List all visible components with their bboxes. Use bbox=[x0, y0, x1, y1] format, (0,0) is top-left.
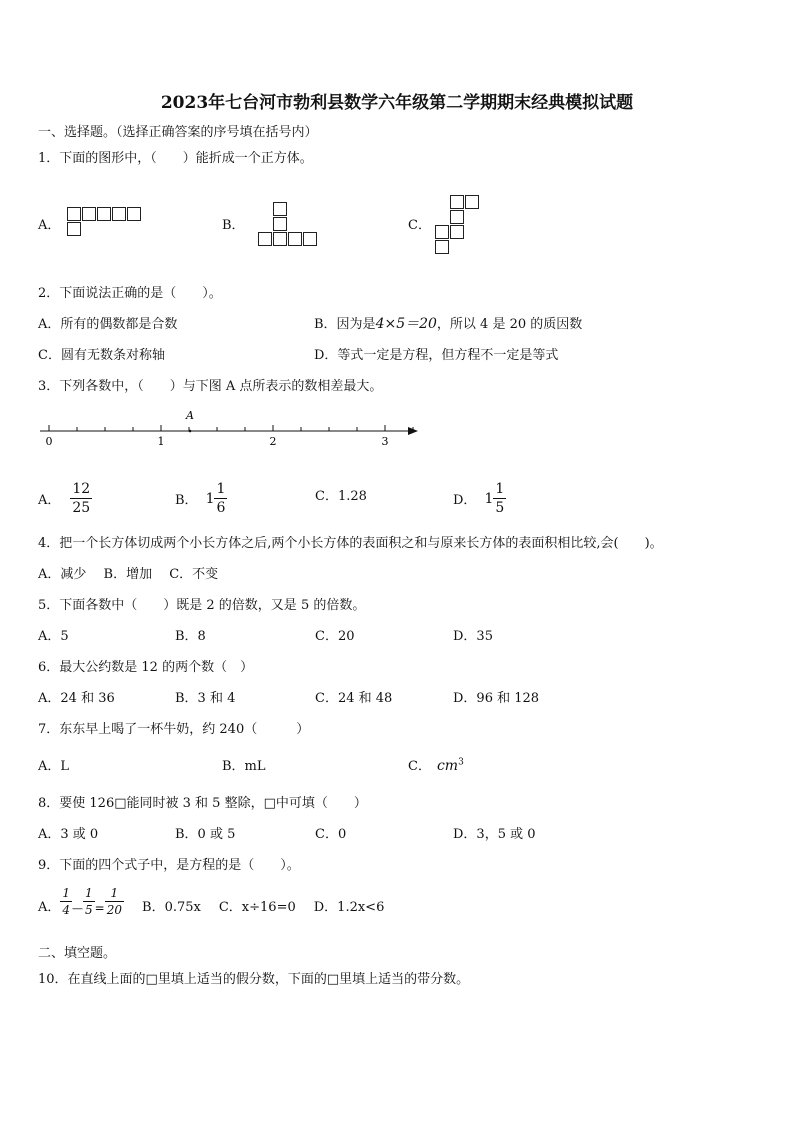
denominator: 5 bbox=[85, 903, 93, 917]
option-c: C．x÷16=0 bbox=[218, 900, 296, 915]
option-b-suffix: ，所以 4 是 20 的质因数 bbox=[436, 317, 583, 332]
option-b-prefix: B．因为是 bbox=[314, 317, 376, 332]
question-3-option-b bbox=[175, 480, 227, 517]
question-5-option-a: A．5 bbox=[38, 629, 69, 644]
question-9-stem: 9．下面的四个式子中，是方程的是（ ）。 bbox=[38, 858, 300, 873]
unit-exponent: 3 bbox=[458, 757, 464, 768]
question-4-stem: 4．把一个长方体切成两个小长方体之后,两个小长方体的表面积之和与原来长方体的表面积相比较,会( )。 bbox=[38, 536, 663, 551]
question-3-option-a bbox=[38, 480, 92, 517]
denominator: 5 bbox=[495, 500, 505, 516]
unit-cm: cm bbox=[436, 758, 459, 774]
question-5-option-d: D．35 bbox=[453, 629, 493, 644]
question-8-option-b: B．0 或 5 bbox=[175, 827, 236, 842]
question-2-option-d: D．等式一定是方程，但方程不一定是等式 bbox=[314, 348, 559, 363]
option-c-label: C． bbox=[408, 759, 431, 774]
question-6-option-a: A．24 和 36 bbox=[38, 691, 115, 706]
section-choice-heading: 一、选择题。（选择正确答案的序号填在括号内） bbox=[38, 125, 318, 140]
numerator: 1 bbox=[495, 481, 505, 497]
option-b-expression: 4×5＝20 bbox=[375, 316, 437, 332]
option-d: D．1.2x<6 bbox=[313, 900, 385, 915]
point-a-label: A bbox=[186, 409, 194, 422]
question-2-stem: 2．下面说法正确的是（ ）。 bbox=[38, 286, 222, 301]
question-7-stem: 7．东东早上喝了一杯牛奶，约 240（ ） bbox=[38, 722, 310, 737]
tick-label-2: 2 bbox=[269, 435, 277, 448]
fraction-1-4 bbox=[60, 885, 72, 918]
question-6-option-b: B．3 和 4 bbox=[175, 691, 236, 706]
question-9-options bbox=[38, 885, 384, 918]
fraction-1-6 bbox=[214, 480, 227, 517]
question-6-option-d: D．96 和 128 bbox=[453, 691, 540, 706]
question-5-option-b: B．8 bbox=[175, 629, 206, 644]
denominator: 20 bbox=[106, 903, 123, 917]
section-fill-heading: 二、填空题。 bbox=[38, 946, 117, 961]
question-5-option-c: C．20 bbox=[315, 629, 355, 644]
whole-part: 1 bbox=[484, 490, 494, 507]
option-b: B．0.75x bbox=[142, 900, 201, 915]
question-8-option-c: C．0 bbox=[315, 827, 347, 842]
question-7-option-b: B．mL bbox=[222, 759, 266, 774]
question-7-option-a: A．L bbox=[38, 759, 70, 774]
question-8-option-a: A．3 或 0 bbox=[38, 827, 99, 842]
question-1-option-a: A． bbox=[38, 218, 61, 233]
fraction-1-20 bbox=[105, 885, 124, 918]
tick-label-0: 0 bbox=[45, 435, 53, 448]
question-1-stem: 1．下面的图形中，（ ）能折成一个正方体。 bbox=[38, 151, 313, 166]
option-a-label: A． bbox=[38, 493, 61, 508]
numerator: 12 bbox=[72, 481, 91, 497]
numerator: 1 bbox=[105, 885, 124, 902]
question-7-option-c bbox=[408, 755, 464, 774]
question-2-option-a: A．所有的偶数都是合数 bbox=[38, 317, 178, 332]
option-d-label: D． bbox=[453, 493, 477, 508]
question-1-option-c: C． bbox=[408, 218, 431, 233]
minus-operator: — bbox=[72, 902, 84, 915]
question-4-options: A．减少 B．增加 C．不变 bbox=[38, 567, 219, 582]
point-a-marker bbox=[189, 430, 192, 433]
fraction-12-25 bbox=[70, 480, 92, 517]
tick-label-1: 1 bbox=[157, 435, 165, 448]
question-5-stem: 5．下面各数中（ ）既是 2 的倍数，又是 5 的倍数。 bbox=[38, 598, 366, 613]
question-1-option-b: B． bbox=[222, 218, 245, 233]
number-line bbox=[36, 405, 426, 450]
numerator: 1 bbox=[216, 481, 226, 497]
question-3-option-d bbox=[453, 480, 506, 517]
question-10-stem: 10．在直线上面的□里填上适当的假分数，下面的□里填上适当的带分数。 bbox=[38, 972, 470, 987]
equals-operator: = bbox=[94, 901, 105, 915]
question-2-option-b bbox=[314, 313, 582, 333]
numerator: 1 bbox=[85, 886, 93, 900]
question-8-stem: 8．要使 126□能同时被 3 和 5 整除，□中可填（ ） bbox=[38, 796, 367, 811]
option-a-label: A． bbox=[38, 900, 61, 915]
fraction-1-5 bbox=[83, 885, 95, 918]
question-3-option-c: C．1.28 bbox=[315, 489, 367, 504]
question-2-option-c: C．圆有无数条对称轴 bbox=[38, 348, 165, 363]
tick-label-3: 3 bbox=[381, 435, 389, 448]
numerator: 1 bbox=[62, 886, 71, 900]
denominator: 25 bbox=[72, 500, 91, 516]
whole-part: 1 bbox=[205, 490, 215, 507]
option-b-label: B． bbox=[175, 493, 198, 508]
question-8-option-d: D．3，5 或 0 bbox=[453, 827, 536, 842]
denominator: 6 bbox=[216, 500, 226, 516]
question-3-stem: 3．下列各数中，（ ）与下图 A 点所表示的数相差最大。 bbox=[38, 379, 383, 394]
fraction-1-5 bbox=[493, 480, 506, 517]
question-6-stem: 6．最大公约数是 12 的两个数（ ） bbox=[38, 660, 254, 675]
denominator: 4 bbox=[62, 903, 71, 917]
page-title: 2023年七台河市勃利县数学六年级第二学期期末经典模拟试题 bbox=[160, 93, 634, 113]
question-6-option-c: C．24 和 48 bbox=[315, 691, 393, 706]
